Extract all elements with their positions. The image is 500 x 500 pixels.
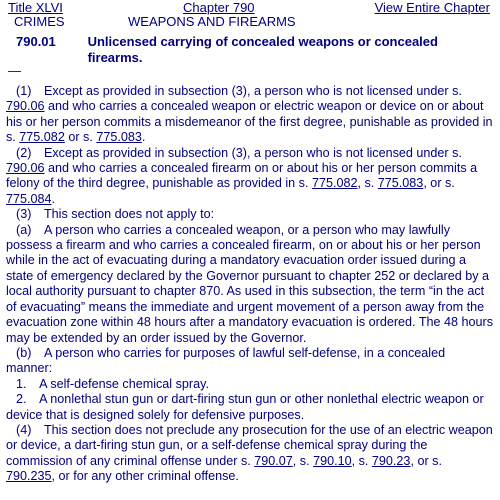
cross-reference-link[interactable]: 790.06 — [6, 99, 45, 114]
subsection-2-text: , or s. — [423, 176, 455, 191]
chapter-name: WEAPONS AND FIREARMS — [128, 14, 296, 29]
subsection-2-text: , s. — [357, 176, 378, 191]
section-number: 790.01 — [16, 34, 56, 49]
subparagraph-3b1: 1. A self-defense chemical spray. — [16, 376, 209, 391]
subsection-4-text: (4) This section does not preclude any prosecution for the use of an electric weapon or device, a dart-firing stun gun, or a self-defense chemical spray during the commission of any criminal offense under s. — [6, 422, 493, 468]
subsection-1-text: or s. — [64, 130, 97, 145]
subsection-2 — [6, 146, 494, 208]
subparagraph-3b2: 2. A nonlethal stun gun or dart-firing stun gun or other nonlethal electric weapon or device that is designed solely for defensive purposes. — [6, 392, 484, 422]
section-dash: — — [8, 63, 21, 78]
subsection-1 — [6, 84, 494, 146]
title-name: CRIMES — [14, 14, 65, 29]
subject-header — [6, 15, 494, 29]
section-catchline: Unlicensed carrying of concealed weapons or concealed firearms. — [87, 34, 438, 65]
cross-reference-link[interactable]: 790.10 — [313, 453, 352, 468]
subsection-1-text: (1) Except as provided in subsection (3), a person who is not licensed under s. — [16, 84, 462, 98]
title-link[interactable]: Title XLVI — [8, 0, 63, 15]
subsection-2-text: . — [51, 191, 56, 206]
section-heading — [6, 34, 494, 66]
subsection-1-text: . — [141, 130, 146, 145]
subsection-4-text: , s. — [292, 453, 314, 468]
cross-reference-link[interactable]: 790.07 — [254, 453, 293, 468]
view-entire-chapter-link[interactable]: View Entire Chapter — [374, 0, 490, 15]
paragraph-3a: (a) A person who carries a concealed weapon, or a person who may lawfully possess a firearm and who carries a concealed firearm, on or about his or her person while in the act of evacuating during a mandatory evacuation order issued during a state of emergency declared by the Governor pursuant to chapter 252 or declared by a local authority pursuant to chapter 870. As used in this subsection, the term “in the act of evacuating” means the immediate and urgent movement of a person away from the evacuation zone within 48 hours after a mandatory evacuation is ordered. The 48 hours may be extended by an order issued by the Governor. — [6, 222, 494, 345]
subsection-4-text: , s. — [351, 453, 372, 468]
subsection-1-text: and who carries a concealed weapon or electric weapon or device on or about his or her person commits a misdemeanor of the first degree, punishable as provided in s. — [6, 99, 493, 145]
cross-reference-link[interactable]: 790.235 — [6, 469, 52, 484]
cross-reference-link[interactable]: 775.084 — [6, 191, 52, 206]
cross-reference-link[interactable]: 775.083 — [377, 176, 424, 191]
paragraph-3b: (b) A person who carries for purposes of lawful self-defense, in a concealed manner: — [6, 345, 446, 376]
cross-reference-link[interactable]: 775.083 — [96, 130, 142, 145]
subsection-2-text: and who carries a concealed firearm on or about his or her person commits a felony of the third degree, punishable as provided in s. — [6, 161, 478, 191]
subsection-3: (3) This section does not apply to: — [16, 207, 215, 222]
cross-reference-link[interactable]: 790.06 — [6, 161, 45, 176]
cross-reference-link[interactable]: 775.082 — [311, 176, 358, 191]
subsection-4-text: , or s. — [410, 453, 442, 468]
cross-reference-link[interactable]: 775.082 — [19, 130, 65, 145]
subsection-2-text: (2) Except as provided in subsection (3), a person who is not licensed under s. — [16, 145, 462, 160]
chapter-link[interactable]: Chapter 790 — [182, 0, 255, 15]
cross-reference-link[interactable]: 790.23 — [371, 453, 411, 468]
navigation-header — [6, 1, 494, 15]
subsection-4-text: , or for any other criminal offense. — [51, 469, 239, 484]
subsection-4 — [6, 423, 494, 485]
